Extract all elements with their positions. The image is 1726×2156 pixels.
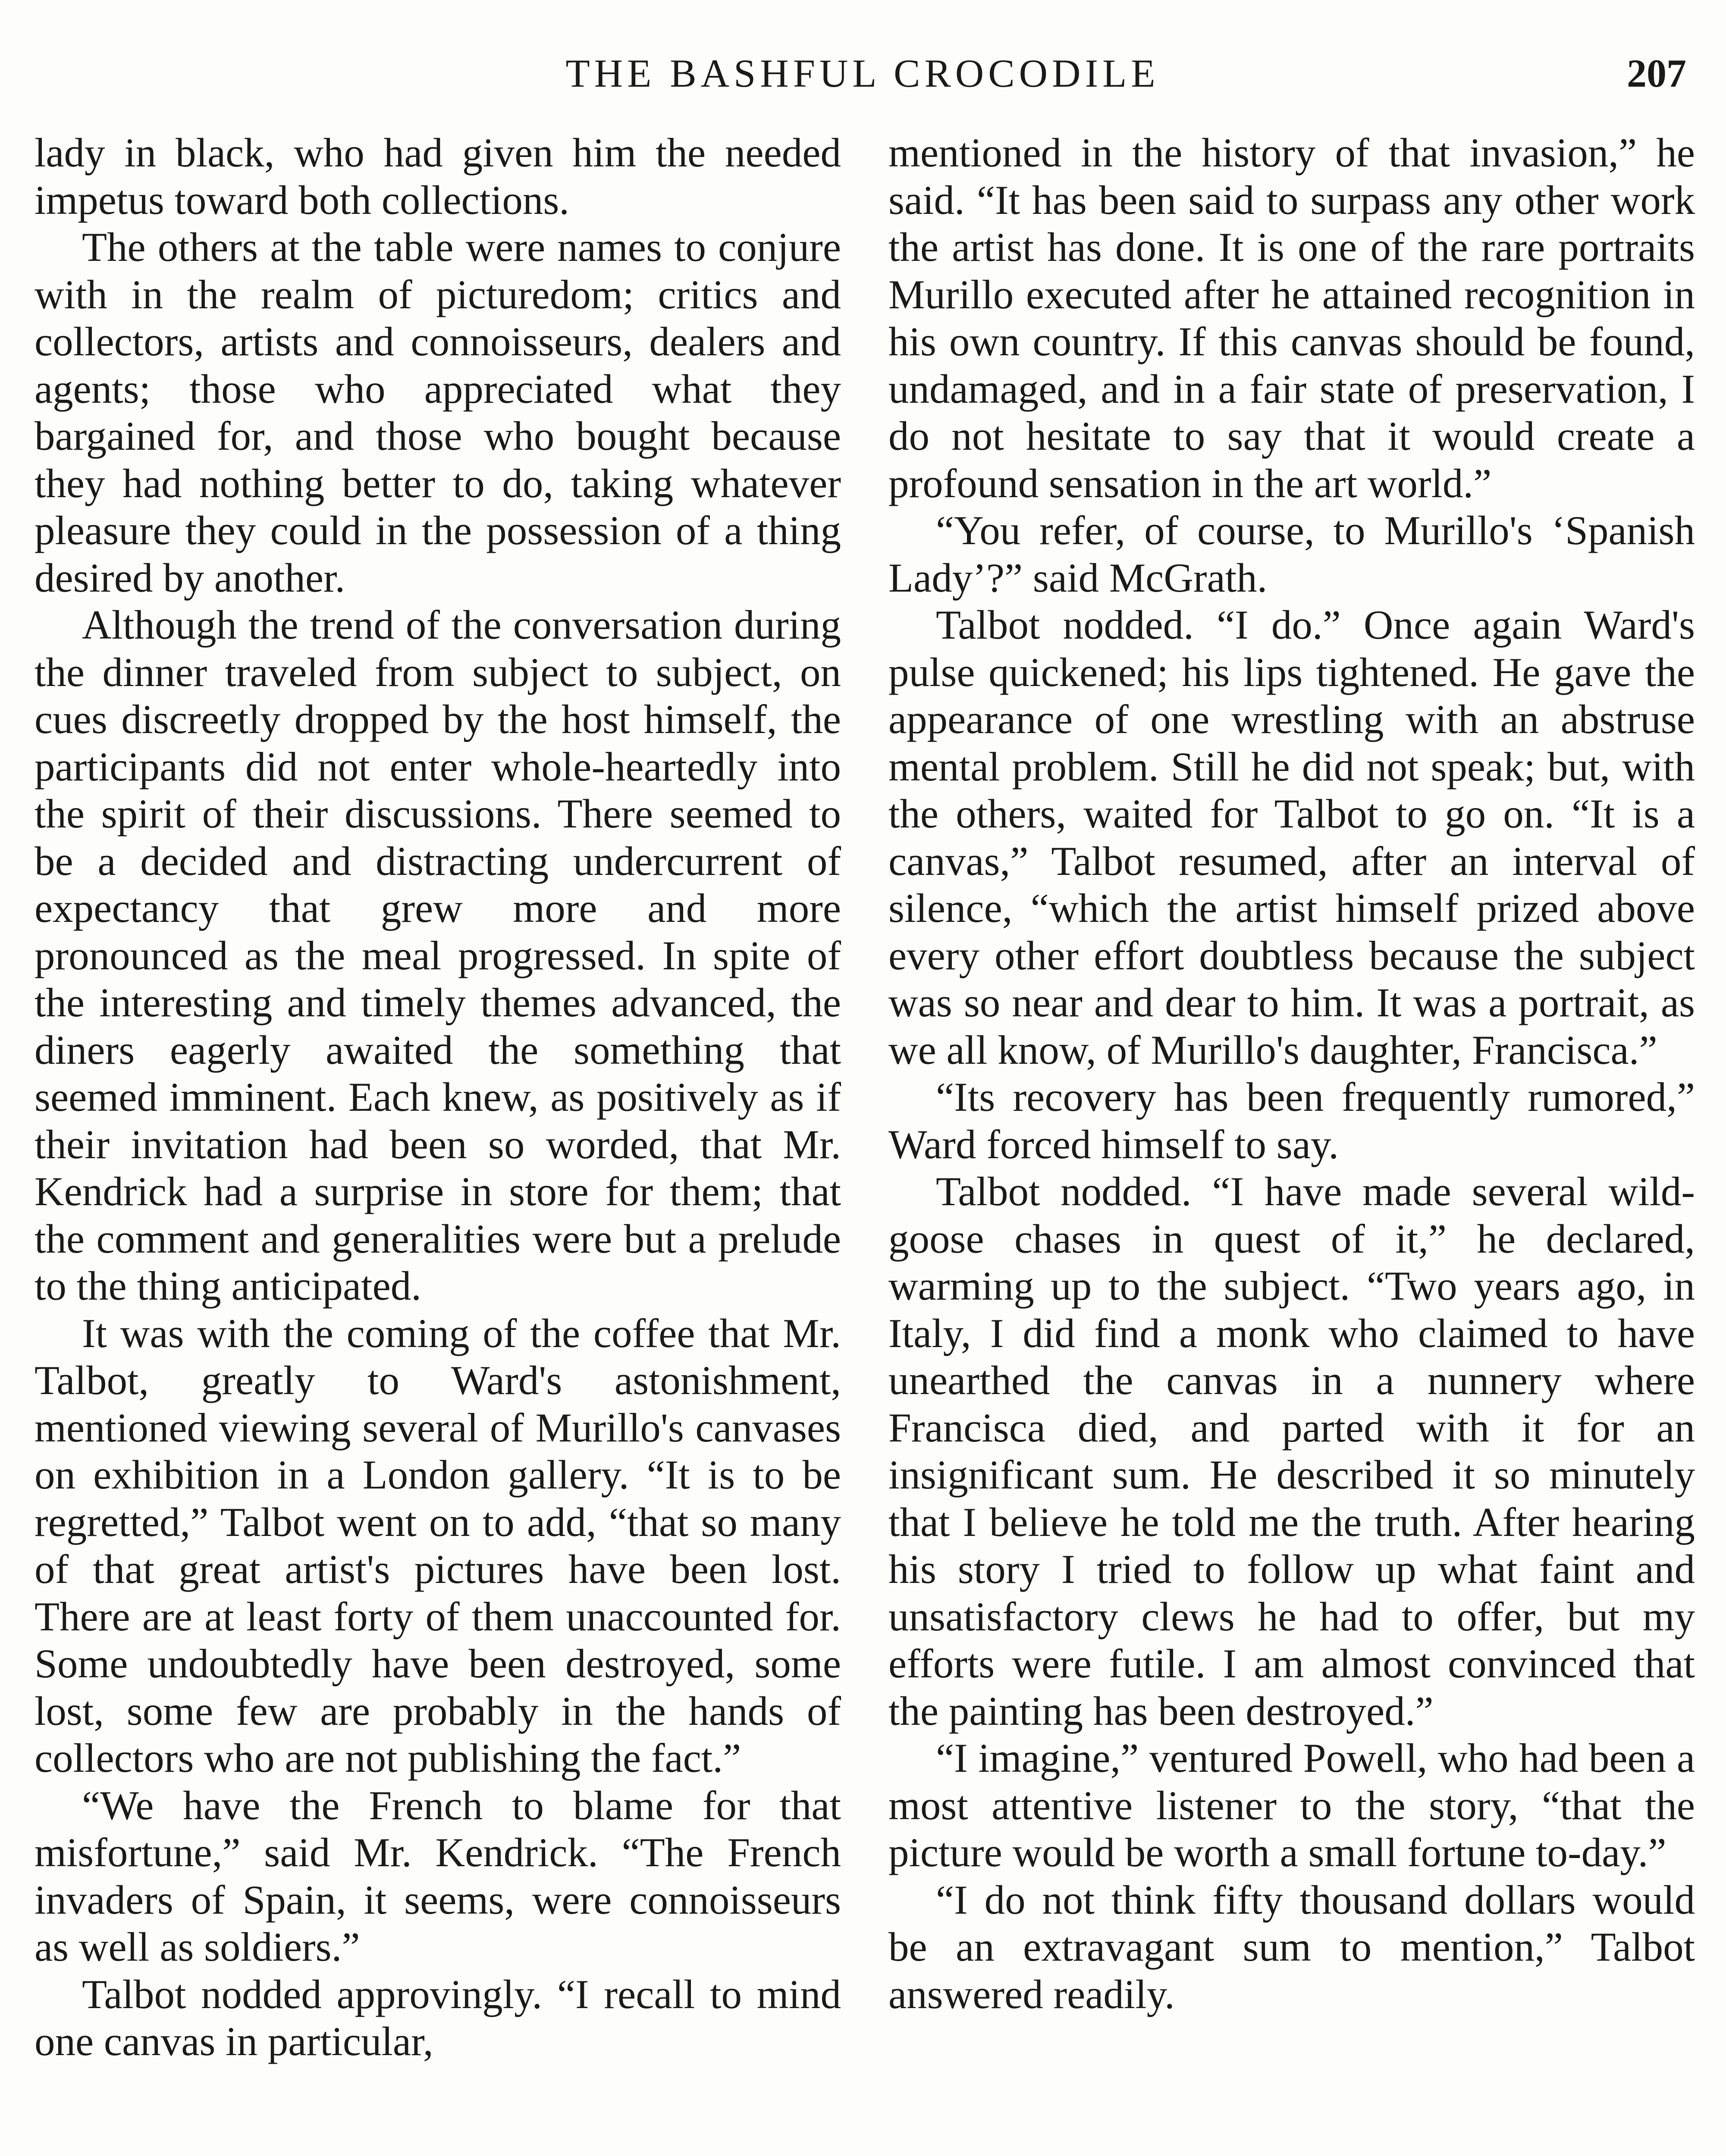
paragraph: “I imagine,” ventured Powell, who had been a most attentive listener to the story, “that the picture would be worth a small fortune to-day.” — [888, 1735, 1695, 1875]
paragraph: “You refer, of course, to Murillo's ‘Spanish Lady’?” said McGrath. — [888, 508, 1695, 601]
paragraph: Talbot nodded. “I do.” Once again Ward's pulse quickened; his lips tightened. He gave the appearance of one wrestling with an abstruse mental problem. Still he did not speak; but, with the others, waited for Talbot to go on. “It is a canvas,” Talbot resumed, after an interval of silence, “which the artist himself prized above every other effort doubtless because the subject was so near and dear to him. It was a portrait, as we all know, of Murillo's daughter, Francisca.” — [888, 602, 1695, 1073]
right-text-column — [888, 129, 1695, 2018]
paragraph: Although the trend of the conversation during the dinner traveled from subject to subject, on cues discreetly dropped by the host himself, the participants did not enter whole-heartedly into the spirit of their discussions. There seemed to be a decided and distracting undercurrent of expectancy that grew more and more pronounced as the meal progressed. In spite of the interesting and timely themes advanced, the diners eagerly awaited the something that seemed imminent. Each knew, as positively as if their invitation had been so worded, that Mr. Kendrick had a surprise in store for them; that the comment and generalities were but a prelude to the thing anticipated. — [35, 602, 841, 1309]
paragraph: “We have the French to blame for that misfortune,” said Mr. Kendrick. “The French invaders of Spain, it seems, were connoisseurs as well as soldiers.” — [35, 1782, 841, 1970]
paragraph: Talbot nodded. “I have made several wild-goose chases in quest of it,” he declared, warming up to the subject. “Two years ago, in Italy, I did find a monk who claimed to have unearthed the canvas in a nunnery where Francisca died, and parted with it for an insignificant sum. He described it so minutely that I believe he told me the truth. After hearing his story I tried to follow up what faint and unsatisfactory clews he had to offer, but my efforts were futile. I am almost convinced that the painting has been destroyed.” — [888, 1169, 1695, 1734]
paragraph: mentioned in the history of that invasion,” he said. “It has been said to surpass any other work the artist has done. It is one of the rare portraits Murillo executed after he attained recognition in his own country. If this canvas should be found, undamaged, and in a fair state of preservation, I do not hesitate to say that it would create a profound sensation in the art world.” — [888, 130, 1695, 506]
page-number: 207 — [1627, 51, 1686, 95]
paragraph: “I do not think fifty thousand dollars would be an extravagant sum to mention,” Talbot answered readily. — [888, 1877, 1695, 2017]
paragraph: It was with the coming of the coffee that Mr. Talbot, greatly to Ward's astonishment, mentioned viewing several of Murillo's canvases on exhibition in a London gallery. “It is to be regretted,” Talbot went on to add, “that so many of that great artist's pictures have been lost. There are at least forty of them unaccounted for. Some undoubtedly have been destroyed, some lost, some few are probably in the hands of collectors who are not publishing the fact.” — [35, 1310, 841, 1781]
running-title: THE BASHFUL CROCODILE — [565, 51, 1160, 95]
left-text-column — [35, 129, 841, 2065]
page-header — [35, 45, 1691, 101]
paragraph: lady in black, who had given him the needed impetus toward both collections. — [35, 130, 841, 223]
paragraph: Talbot nodded approvingly. “I recall to mind one canvas in particular, — [35, 1971, 841, 2064]
paragraph: The others at the table were names to conjure with in the realm of picturedom; critics and collectors, artists and connoisseurs, dealers and agents; those who appreciated what they bargained for, and those who bought because they had nothing better to do, taking whatever pleasure they could in the possession of a thing desired by another. — [35, 224, 841, 601]
paragraph: “Its recovery has been frequently rumored,” Ward forced himself to say. — [888, 1074, 1695, 1167]
